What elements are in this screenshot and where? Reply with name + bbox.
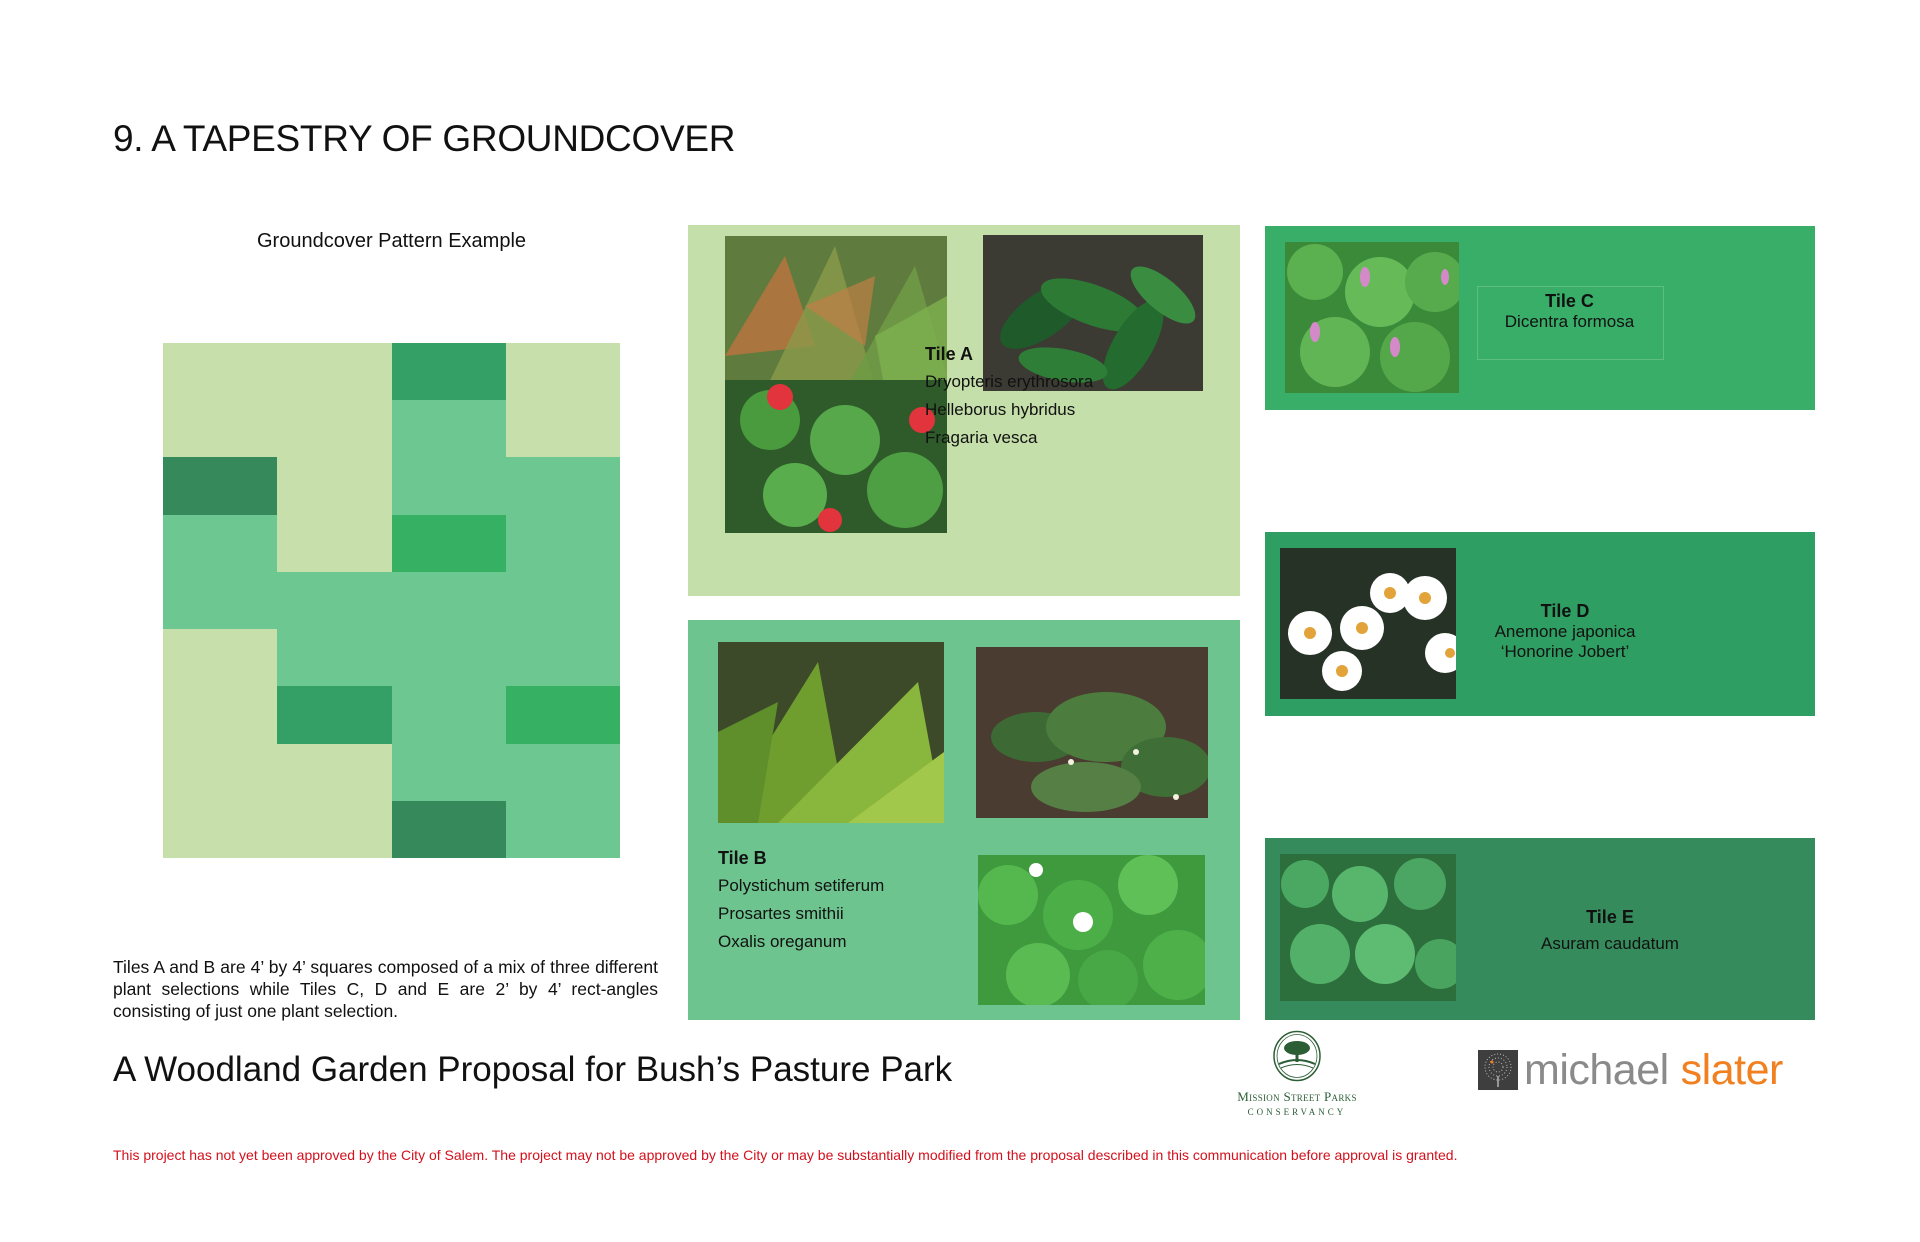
- pattern-tile-b: [506, 572, 620, 686]
- pattern-tile-b: [277, 572, 391, 686]
- pattern-tile-e: [392, 801, 506, 858]
- tile-description: Tiles A and B are 4’ by 4’ squares composed of a mix of three different plant selections while Tiles C, D and E are 2’ by 4’ rect-angles consisting of just one plant selection.: [113, 957, 658, 1021]
- plant-name: Polystichum setiferum: [718, 876, 885, 895]
- pattern-tile-a: [506, 343, 620, 457]
- pattern-tile-a: [163, 629, 277, 743]
- pattern-tile-b: [392, 400, 506, 514]
- plant-name: Asuram caudatum: [1541, 934, 1679, 953]
- tile-d-label: [1465, 600, 1665, 662]
- conservancy-sub: CONSERVANCY: [1247, 1107, 1347, 1117]
- plant-name: Dicentra formosa: [1504, 312, 1635, 331]
- fairybells-photo: [976, 647, 1208, 818]
- tile-a-name: Tile A: [925, 344, 974, 364]
- groundcover-pattern-grid: [163, 343, 620, 858]
- tile-d-name: Tile D: [1540, 601, 1590, 621]
- firm-last-name: slater: [1680, 1046, 1783, 1094]
- tile-a-label: [925, 340, 1093, 452]
- proposal-title: A Woodland Garden Proposal for Bush’s Pasture Park: [113, 1050, 953, 1089]
- tile-e-label: [1510, 906, 1710, 954]
- plant-name: Prosartes smithii: [718, 904, 844, 923]
- oak-tree-emblem-icon: [1272, 1030, 1322, 1082]
- tile-b-label: [718, 844, 884, 956]
- plant-name: Dryopteris erythrosora: [925, 372, 1094, 391]
- tile-e-panel: [1265, 838, 1815, 1020]
- pattern-tile-b: [506, 457, 620, 571]
- cultivar-name: ‘Honorine Jobert’: [1500, 642, 1630, 661]
- wild-ginger-photo: [1280, 854, 1456, 1001]
- conservancy-name: Mission Street Parks: [1237, 1089, 1357, 1104]
- pattern-tile-d: [277, 686, 391, 743]
- pattern-tile-a: [163, 343, 392, 457]
- tile-d-panel: [1265, 532, 1815, 716]
- plant-name: Anemone japonica: [1494, 622, 1636, 641]
- pattern-caption: Groundcover Pattern Example: [256, 230, 527, 252]
- pattern-tile-a: [277, 457, 391, 571]
- pattern-tile-c: [506, 686, 620, 743]
- pattern-tile-a: [163, 744, 392, 858]
- pattern-tile-d: [392, 343, 506, 400]
- plant-name: Fragaria vesca: [925, 428, 1038, 447]
- pattern-tile-e: [163, 457, 277, 514]
- pattern-tile-c: [392, 515, 506, 572]
- pattern-tile-b: [392, 572, 506, 686]
- strawberry-photo: [725, 380, 947, 533]
- fern-photo: [718, 642, 944, 823]
- mission-street-parks-logo: [1212, 1030, 1382, 1120]
- pattern-tile-b: [392, 686, 506, 800]
- tile-c-name: Tile C: [1545, 291, 1594, 311]
- oxalis-photo: [978, 855, 1205, 1005]
- plant-name: Oxalis oreganum: [718, 932, 847, 951]
- tile-c-panel: [1265, 226, 1815, 410]
- pattern-tile-b: [506, 744, 620, 858]
- anemone-photo: [1280, 548, 1456, 699]
- bleeding-heart-photo: [1285, 242, 1459, 393]
- tile-e-name: Tile E: [1586, 907, 1634, 927]
- pattern-tile-b: [163, 515, 277, 629]
- tile-c-label: [1477, 290, 1662, 332]
- tile-b-panel: [688, 620, 1240, 1020]
- fern-photo: [725, 236, 947, 391]
- page-title: 9. A TAPESTRY OF GROUNDCOVER: [113, 118, 736, 159]
- michael-slater-logo: [1478, 1046, 1783, 1094]
- plant-name: Helleborus hybridus: [925, 400, 1076, 419]
- tree-mark-icon: [1478, 1050, 1518, 1090]
- approval-disclaimer: This project has not yet been approved by the City of Salem. The project may not be approved by the City or may be substantially modified from the proposal described in this communication before approval is granted.: [113, 1147, 1458, 1163]
- firm-first-name: michael: [1524, 1046, 1669, 1094]
- tile-a-panel: [688, 225, 1240, 596]
- tile-b-name: Tile B: [718, 848, 767, 868]
